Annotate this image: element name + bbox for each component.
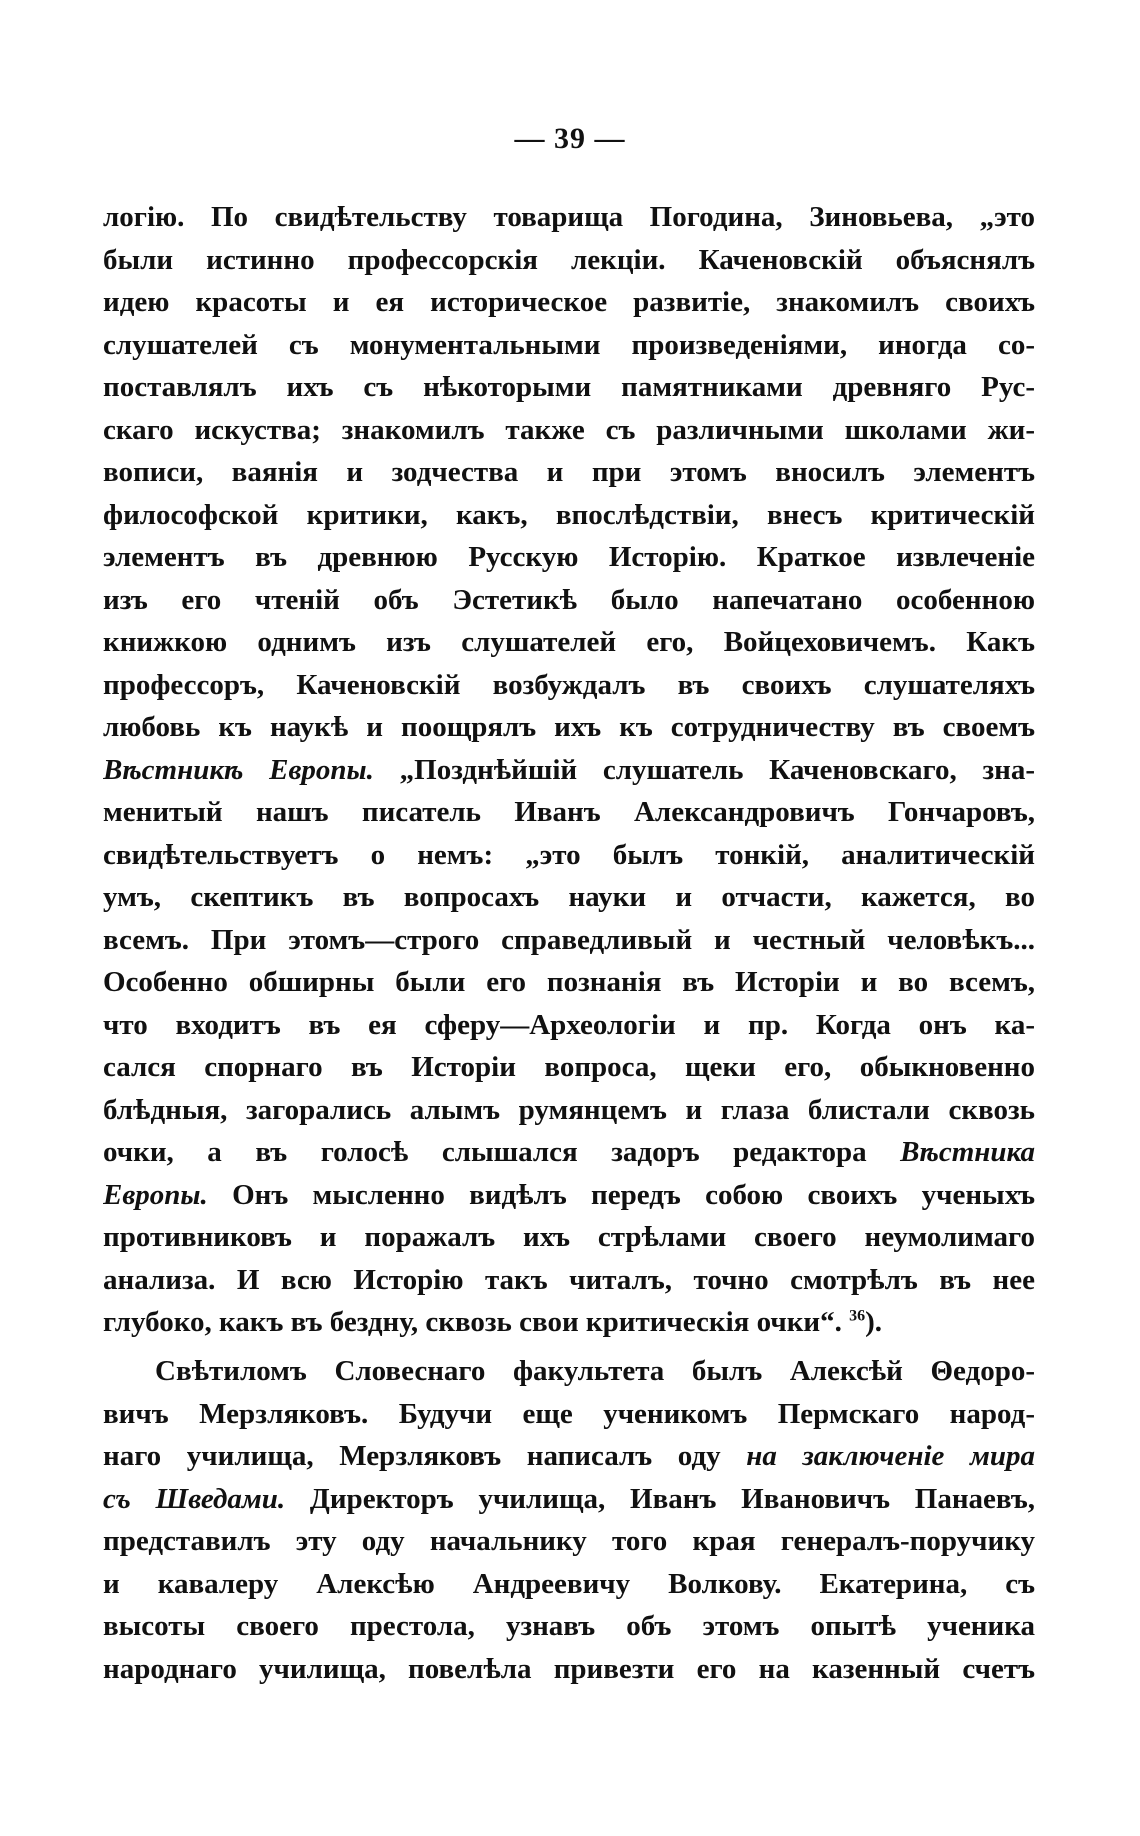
line-text: ). bbox=[865, 1306, 883, 1338]
text-line: идею красоты и ея историческое развитіе, знакомилъ своихъ bbox=[103, 286, 1035, 318]
text-line: блѣдныя, загорались алымъ румянцемъ и глаза блистали сквозь bbox=[103, 1093, 1035, 1126]
italic-journal-title: Европы. bbox=[103, 1178, 208, 1211]
text-line: вописи, ваянія и зодчества и при этомъ вносилъ элементъ bbox=[103, 456, 1035, 488]
text-line: высоты своего престола, узнавъ объ этомъ опытѣ ученика bbox=[103, 1610, 1035, 1642]
text-line: вичъ Мерзляковъ. Будучи еще ученикомъ Пермскаго народ- bbox=[103, 1397, 1035, 1430]
text-line-mixed bbox=[103, 749, 1035, 792]
text-line-mixed bbox=[103, 1301, 1035, 1344]
text-line-mixed bbox=[103, 1435, 1035, 1478]
text-line: анализа. И всю Исторію такъ читалъ, точно смотрѣлъ въ нее bbox=[103, 1263, 1035, 1296]
text-line: элементъ въ древнюю Русскую Исторію. Краткое извлеченіе bbox=[103, 541, 1035, 573]
text-line-mixed bbox=[103, 1174, 1035, 1217]
text-line: Особенно обширны были его познанія въ Исторіи и во всемъ, bbox=[103, 966, 1035, 998]
line-text: глубоко, какъ въ бездну, сквозь свои критическія очки“. bbox=[103, 1306, 850, 1338]
text-line: изъ его чтеній объ Эстетикѣ было напечатано особенною bbox=[103, 583, 1035, 616]
text-line: народнаго училища, повелѣла привезти его на казенный счетъ bbox=[103, 1652, 1035, 1685]
line-text: „Позднѣйшій слушатель Каченовскаго, зна- bbox=[373, 753, 1035, 786]
text-line: были истинно профессорскія лекціи. Каченовскій объяснялъ bbox=[103, 243, 1035, 276]
text-line: поставлялъ ихъ съ нѣкоторыми памятниками древняго Рус- bbox=[103, 371, 1035, 403]
text-line: профессоръ, Каченовскій возбуждалъ въ своихъ слушателяхъ bbox=[103, 668, 1035, 701]
footnote-marker: 36 bbox=[849, 1307, 866, 1325]
text-line: скаго искуства; знакомилъ также съ различными школами жи- bbox=[103, 413, 1035, 446]
italic-journal-title: Вѣстника bbox=[900, 1136, 1035, 1168]
text-line: всемъ. При этомъ—строго справедливый и честный человѣкъ... bbox=[103, 923, 1035, 956]
italic-journal-title: Вѣстникѣ Европы. bbox=[103, 753, 374, 786]
text-line: что входитъ въ ея сферу—Археологіи и пр. Когда онъ ка- bbox=[103, 1008, 1035, 1041]
text-line: философской критики, какъ, впослѣдствіи, внесъ критическій bbox=[103, 498, 1035, 531]
text-line: любовь къ наукѣ и поощрялъ ихъ къ сотрудничеству въ своемъ bbox=[103, 711, 1035, 743]
page-number: — 39 — bbox=[514, 122, 626, 155]
text-line: свидѣтельствуетъ о немъ: „это былъ тонкій, аналитическій bbox=[103, 838, 1035, 871]
text-line-mixed bbox=[103, 1131, 1035, 1174]
text-line: и кавалеру Алексѣю Андреевичу Волкову. Екатерина, съ bbox=[103, 1567, 1035, 1600]
italic-title: съ Шведами. bbox=[103, 1482, 286, 1515]
text-line-mixed bbox=[103, 1478, 1035, 1521]
line-text: Онъ мысленно видѣлъ передъ собою своихъ ученыхъ bbox=[207, 1178, 1035, 1211]
text-line: сался спорнаго въ Исторіи вопроса, щеки его, обыкновенно bbox=[103, 1051, 1035, 1083]
paragraph-1 bbox=[103, 196, 1035, 1344]
text-line: представилъ эту оду начальнику того края генералъ-поручику bbox=[103, 1525, 1035, 1557]
line-text: наго училища, Мерзляковъ написалъ оду bbox=[103, 1440, 747, 1472]
paragraph-2 bbox=[103, 1350, 1035, 1690]
italic-title: на заключеніе мира bbox=[746, 1440, 1035, 1472]
line-text: очки, а въ голосѣ слышался задоръ редактора bbox=[103, 1136, 901, 1168]
text-line: слушателей съ монументальными произведеніями, иногда со- bbox=[103, 328, 1035, 361]
text-line: логію. По свидѣтельству товарища Погодина, Зиновьева, „это bbox=[103, 201, 1035, 233]
text-line: менитый нашъ писатель Иванъ Александровичъ Гончаровъ, bbox=[103, 796, 1035, 828]
text-line: противниковъ и поражалъ ихъ стрѣлами своего неумолимаго bbox=[103, 1221, 1035, 1253]
text-line: книжкою однимъ изъ слушателей его, Войцеховичемъ. Какъ bbox=[103, 626, 1035, 658]
text-line: Свѣтиломъ Словеснаго факультета былъ Алексѣй Θедоро- bbox=[155, 1355, 1035, 1387]
text-line: умъ, скептикъ въ вопросахъ науки и отчасти, кажется, во bbox=[103, 881, 1035, 913]
line-text: Директоръ училища, Иванъ Ивановичъ Панаевъ, bbox=[285, 1482, 1035, 1515]
